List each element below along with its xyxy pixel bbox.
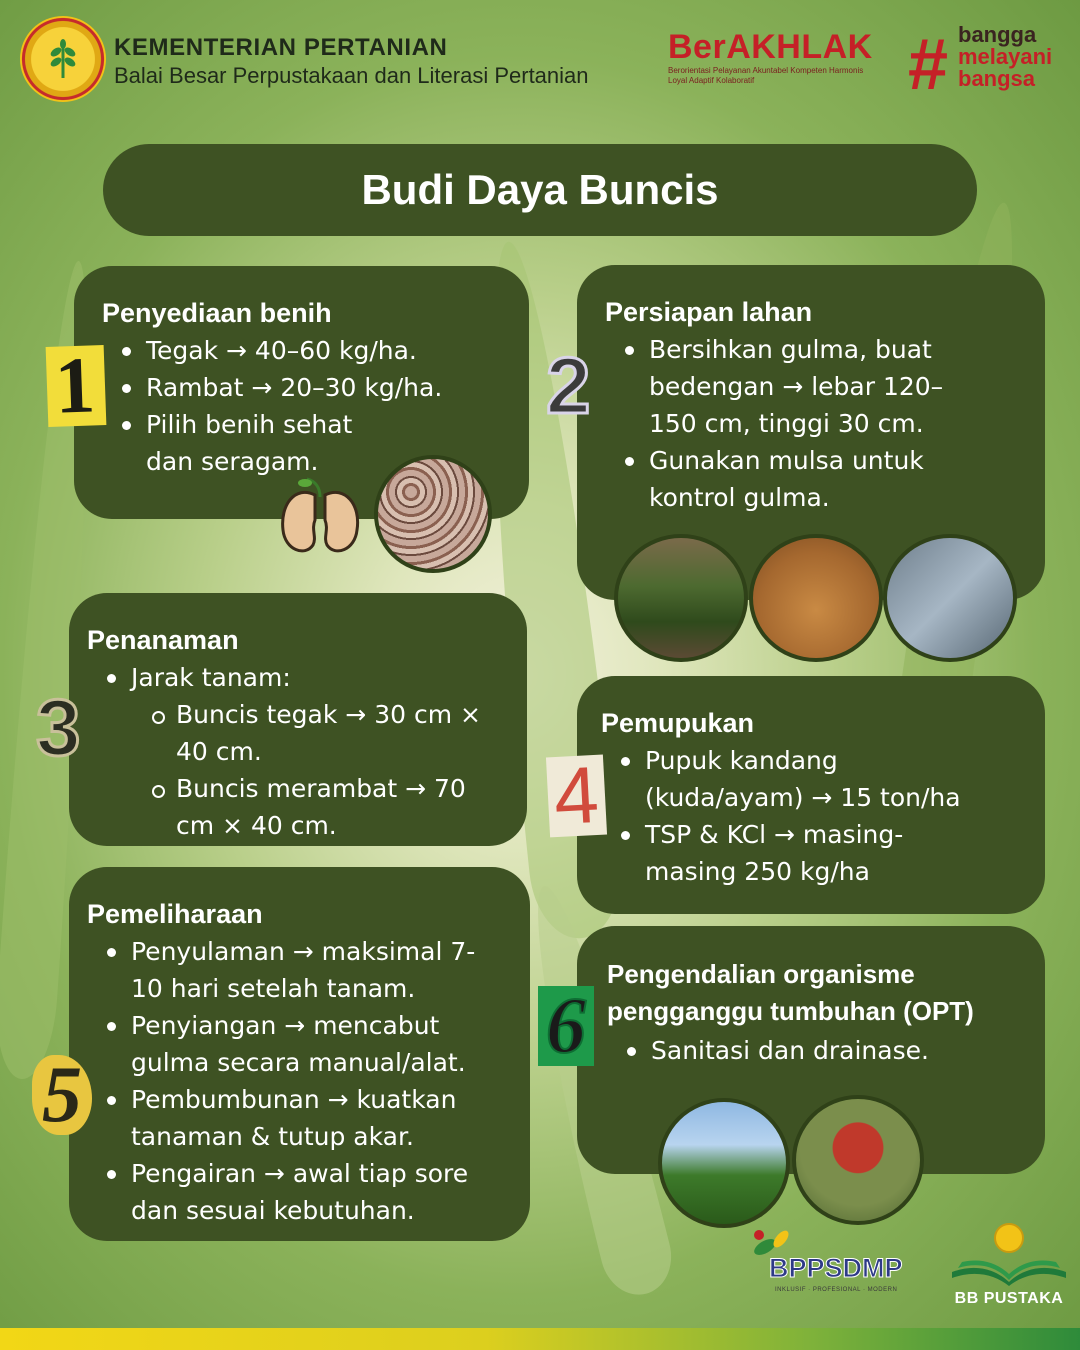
bb-pustaka-wordmark: BB PUSTAKA bbox=[954, 1290, 1064, 1307]
bppsdmp-tagline: INKLUSIF · PROFESIONAL · MODERN bbox=[775, 1287, 898, 1293]
ministry-name bbox=[114, 34, 589, 89]
list-item: Gunakan mulsa untuk kontrol gulma. bbox=[605, 442, 965, 516]
title-banner bbox=[103, 144, 977, 236]
berakhlak-tagline: Berorientasi Pelayanan Akuntabel Kompeten Harmonis Loyal Adaptif Kolaboratif bbox=[668, 66, 864, 85]
list-item: Pilih benih sehat dan seragam. bbox=[102, 406, 402, 480]
list-item: Penyiangan → mencabut gulma secara manual/alat. bbox=[87, 1007, 507, 1081]
hashtag-icon: # bbox=[908, 25, 949, 105]
card-heading: Pemeliharaan bbox=[87, 899, 263, 929]
card-pemupukan bbox=[577, 676, 1045, 914]
list-item: Pengairan → awal tiap sore dan sesuai kebutuhan. bbox=[87, 1155, 507, 1229]
list-item: Rambat → 20–30 kg/ha. bbox=[102, 369, 505, 406]
card-heading: Persiapan lahan bbox=[605, 297, 813, 327]
list-item: TSP & KCl → masing-masing 250 kg/ha bbox=[601, 816, 981, 890]
ministry-subtitle: Balai Besar Perpustakaan dan Literasi Pertanian bbox=[114, 63, 589, 88]
card-heading: Pengendalian organisme pengganggu tumbuhan (OPT) bbox=[607, 959, 974, 1026]
bb-pustaka-logo bbox=[944, 1222, 1074, 1314]
berakhlak-wordmark: BerAKHLAK bbox=[668, 28, 873, 66]
bean-seeds-photo bbox=[374, 455, 492, 573]
list-item: Jarak tanam: bbox=[87, 659, 503, 696]
slogan-word: bangsa bbox=[958, 66, 1036, 91]
card-heading: Pemupukan bbox=[601, 708, 755, 738]
kementan-logo bbox=[20, 16, 106, 102]
rice-sprig-icon bbox=[44, 38, 82, 80]
card-heading: Penyediaan benih bbox=[102, 298, 332, 328]
list-item: Tegak → 40–60 kg/ha. bbox=[102, 332, 505, 369]
bed-preparation-photo bbox=[749, 534, 883, 662]
step-number-5: 5 bbox=[32, 1055, 92, 1135]
list-item: Pembumbunan → kuatkan tanaman & tutup akar. bbox=[87, 1081, 507, 1155]
card-pemeliharaan bbox=[69, 867, 530, 1241]
step-number-3: 3 bbox=[36, 683, 81, 772]
bppsdmp-logo bbox=[745, 1225, 910, 1303]
sub-list-item: Buncis merambat → 70 cm × 40 cm. bbox=[87, 770, 507, 844]
open-book-icon bbox=[944, 1222, 1074, 1288]
list-item: Pupuk kandang (kuda/ayam) → 15 ton/ha bbox=[601, 742, 991, 816]
bean-seed-icon bbox=[275, 475, 365, 560]
step-number-6: 6 bbox=[538, 986, 594, 1066]
step-number-1: 1 bbox=[46, 345, 107, 427]
bottom-color-stripe bbox=[0, 1328, 1080, 1350]
mulch-installation-photo bbox=[883, 534, 1017, 662]
step-number-2: 2 bbox=[546, 341, 591, 430]
list-item: Bersihkan gulma, buat bedengan → lebar 120–150 cm, tinggi 30 cm. bbox=[605, 331, 965, 442]
list-item: Penyulaman → maksimal 7-10 hari setelah tanam. bbox=[87, 933, 487, 1007]
list-item: Sanitasi dan drainase. bbox=[607, 1032, 1031, 1069]
sub-list-item: Buncis tegak → 30 cm × 40 cm. bbox=[87, 696, 507, 770]
card-heading: Penanaman bbox=[87, 625, 239, 655]
slogan-word: melayani bbox=[958, 44, 1053, 69]
slogan-word: bangga bbox=[958, 22, 1037, 47]
ministry-title: KEMENTERIAN PERTANIAN bbox=[114, 34, 448, 61]
page-title: Budi Daya Buncis bbox=[361, 166, 719, 213]
bppsdmp-wordmark: BPPSDMP bbox=[769, 1253, 903, 1283]
step-number-4: 4 bbox=[546, 755, 607, 838]
berakhlak-logo bbox=[668, 28, 883, 86]
card-penanaman bbox=[69, 593, 527, 846]
bean-plant-photo bbox=[658, 1098, 790, 1228]
farmer-harvest-photo bbox=[792, 1095, 924, 1225]
land-tilling-photo bbox=[614, 534, 748, 662]
